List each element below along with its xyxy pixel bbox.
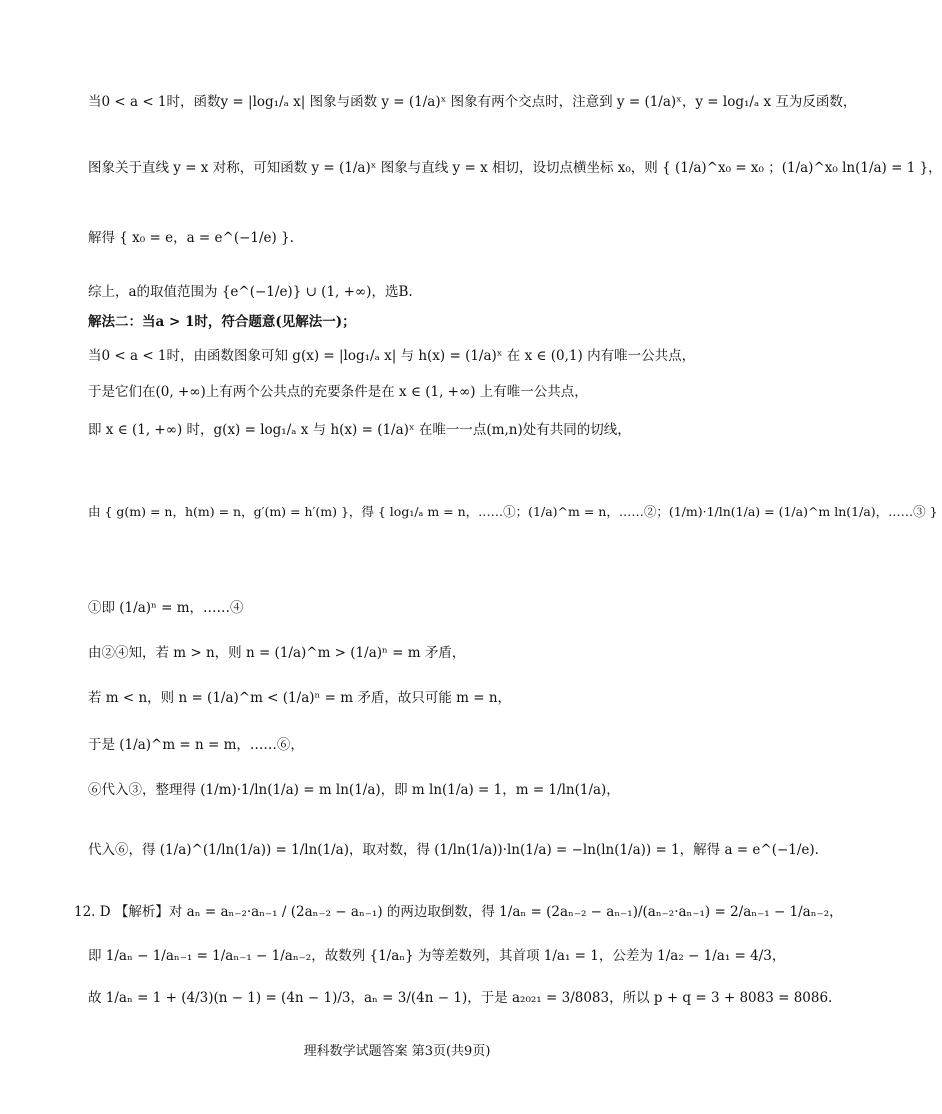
text-line-7: 于是它们在(0, +∞)上有两个公共点的充要条件是在 x ∈ (1, +∞) 上有唯一公共点， [88, 384, 588, 400]
page-footer: 理科数学试题答案 第3页(共9页) [303, 1044, 491, 1059]
text-line-8: 即 x ∈ (1, +∞) 时，g(x) = log₁/ₐ x 与 h(x) = (1/a)ˣ 在唯一一点(m,n)处有共同的切线， [88, 422, 631, 438]
text-line-3: 解得 { x₀ = e，a = e^(−1/e) }. [88, 230, 294, 246]
text-line-1: 当0 < a < 1时，函数y = |log₁/ₐ x| 图象与函数 y = (1/a)ˣ 图象有两个交点时，注意到 y = (1/a)ˣ，y = log₁/ₐ x 互为反函数， [88, 94, 857, 110]
text-line-12: 若 m < n，则 n = (1/a)^m < (1/a)ⁿ = m 矛盾，故只可能 m = n， [88, 690, 512, 706]
text-line-16: 12. D 【解析】对 aₙ = aₙ₋₂·aₙ₋₁ / (2aₙ₋₂ − aₙ₋₁) 的两边取倒数，得 1/aₙ = (2aₙ₋₂ − aₙ₋₁)/(aₙ₋₂·aₙ₋₁) = 2/aₙ₋₁ − 1/aₙ₋₂， [74, 904, 843, 920]
text-line-18: 故 1/aₙ = 1 + (4/3)(n − 1) = (4n − 1)/3，aₙ = 3/(4n − 1)，于是 a₂₀₂₁ = 3/8083，所以 p + q = 3 + 8083 = 8086. [88, 990, 833, 1006]
text-line-2: 图象关于直线 y = x 对称，可知函数 y = (1/a)ˣ 图象与直线 y = x 相切，设切点横坐标 x₀，则 { (1/a)^x₀ = x₀ ；(1/a)^x₀ ln(1/a) = 1 }， [88, 160, 942, 176]
text-line-5: 解法二：当a > 1时，符合题意(见解法一)； [88, 314, 356, 330]
text-line-13: 于是 (1/a)^m = n = m，……⑥， [88, 737, 304, 753]
text-line-15: 代入⑥，得 (1/a)^(1/ln(1/a)) = 1/ln(1/a)，取对数，得 (1/ln(1/a))·ln(1/a) = −ln(ln(1/a)) = 1，解得 a = e^(−1/e). [88, 842, 819, 858]
text-line-10: ①即 (1/a)ⁿ = m，……④ [88, 600, 244, 616]
text-line-9: 由 { g(m) = n，h(m) = n，g′(m) = h′(m) }，得 { log₁/ₐ m = n，……①；(1/a)^m = n，……②；(1/m)·1/ln(1/a) = (1/a)^m ln(1/a)，……③ } [88, 504, 938, 519]
text-line-6: 当0 < a < 1时，由函数图象可知 g(x) = |log₁/ₐ x| 与 h(x) = (1/a)ˣ 在 x ∈ (0,1) 内有唯一公共点， [88, 348, 696, 364]
text-line-17: 即 1/aₙ − 1/aₙ₋₁ = 1/aₙ₋₁ − 1/aₙ₋₂，故数列 {1/aₙ} 为等差数列，其首项 1/a₁ = 1，公差为 1/a₂ − 1/a₁ = 4/3， [88, 948, 786, 964]
text-line-14: ⑥代入③，整理得 (1/m)·1/ln(1/a) = m ln(1/a)，即 m ln(1/a) = 1，m = 1/ln(1/a)， [88, 782, 620, 798]
text-line-11: 由②④知，若 m > n，则 n = (1/a)^m > (1/a)ⁿ = m 矛盾， [88, 645, 466, 661]
text-line-4: 综上，a的取值范围为 {e^(−1/e)} ∪ (1, +∞)，选B. [88, 284, 413, 300]
